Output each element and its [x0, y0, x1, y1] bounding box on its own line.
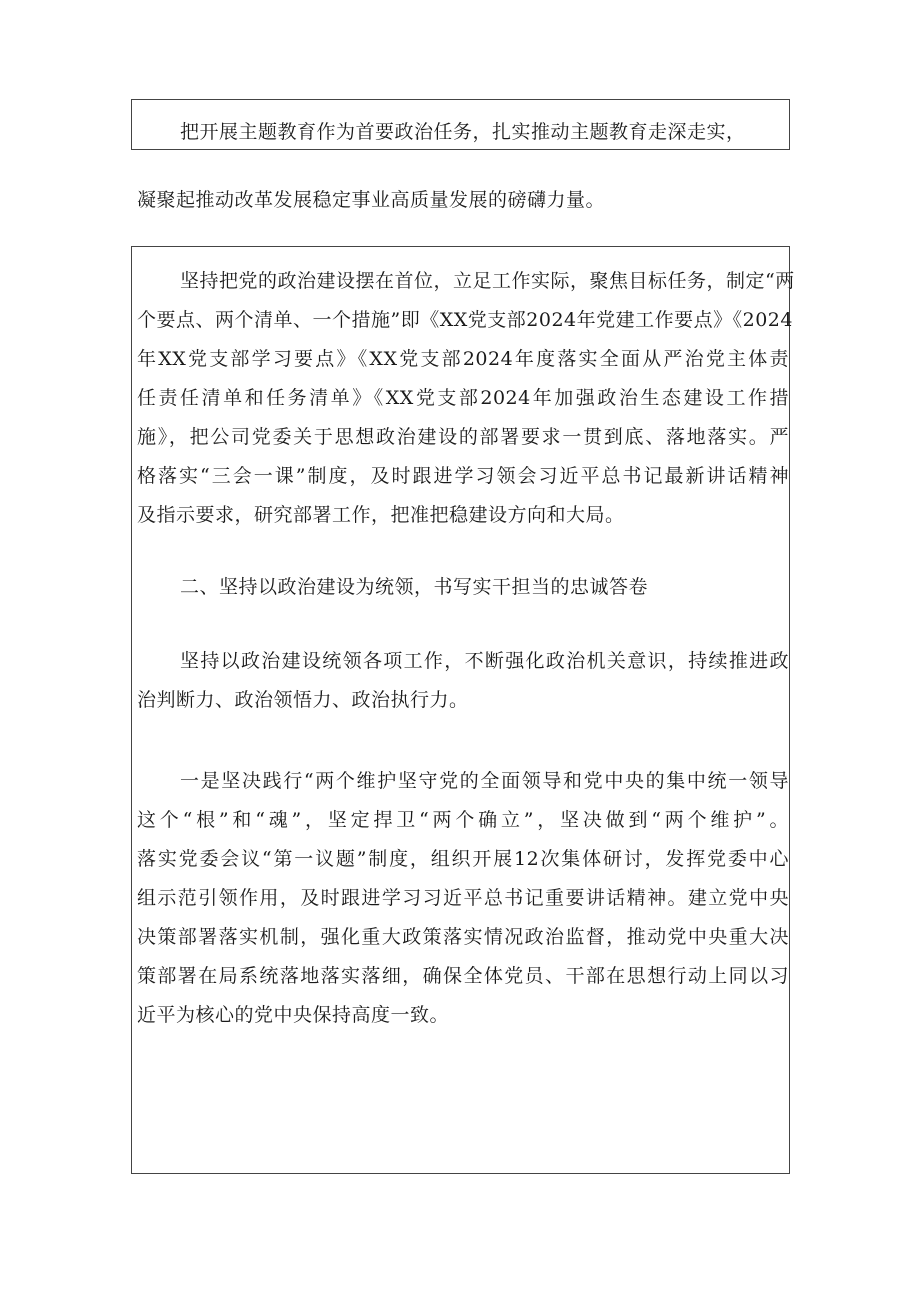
box1-line-1: 把开展主题教育作为首要政治任务，扎实推动主题教育走深走实， [180, 121, 746, 143]
section-heading: 二、坚持以政治建设为统领，书写实干担当的忠诚答卷 [180, 576, 649, 598]
p1-line-4: 任责任清单和任务清单》《XX党支部2024年加强政治生态建设工作措 [137, 387, 789, 409]
p3-line-1: 一是坚决践行“两个维护坚守党的全面领导和党中央的集中统一领导 [180, 770, 789, 792]
p3-line-3: 落实党委会议“第一议题”制度，组织开展12次集体研讨，发挥党委中心 [137, 848, 789, 870]
p3-line-2: 这个“根”和“魂”，坚定捍卫“两个确立”，坚决做到“两个维护”。 [137, 809, 789, 831]
p3-line-4: 组示范引领作用，及时跟进学习习近平总书记重要讲话精神。建立党中央 [137, 887, 789, 909]
p3-line-6: 策部署在局系统落地落实落细，确保全体党员、干部在思想行动上同以习 [137, 965, 789, 987]
p2-line-2: 治判断力、政治领悟力、政治执行力。 [137, 689, 469, 711]
standalone-line-1: 凝聚起推动改革发展稳定事业高质量发展的磅礴力量。 [137, 189, 606, 211]
p1-line-2: 个要点、两个清单、一个措施”即《XX党支部2024年党建工作要点》《2024 [137, 309, 793, 331]
p1-line-6: 格落实“三会一课”制度，及时跟进学习领会习近平总书记最新讲话精神 [137, 465, 789, 487]
p3-line-5: 决策部署落实机制，强化重大政策落实情况政治监督，推动党中央重大决 [137, 926, 789, 948]
p1-line-1: 坚持把党的政治建设摆在首位，立足工作实际，聚焦目标任务，制定“两 [180, 270, 795, 292]
p3-line-7: 近平为核心的党中央保持高度一致。 [137, 1004, 450, 1026]
p1-line-3: 年XX党支部学习要点》《XX党支部2024年度落实全面从严治党主体责 [137, 348, 789, 370]
p1-line-7: 及指示要求，研究部署工作，把准把稳建设方向和大局。 [137, 504, 625, 526]
p1-line-5: 施》，把公司党委关于思想政治建设的部署要求一贯到底、落地落实。严 [137, 426, 789, 448]
p2-line-1: 坚持以政治建设统领各项工作，不断强化政治机关意识，持续推进政 [180, 650, 789, 672]
